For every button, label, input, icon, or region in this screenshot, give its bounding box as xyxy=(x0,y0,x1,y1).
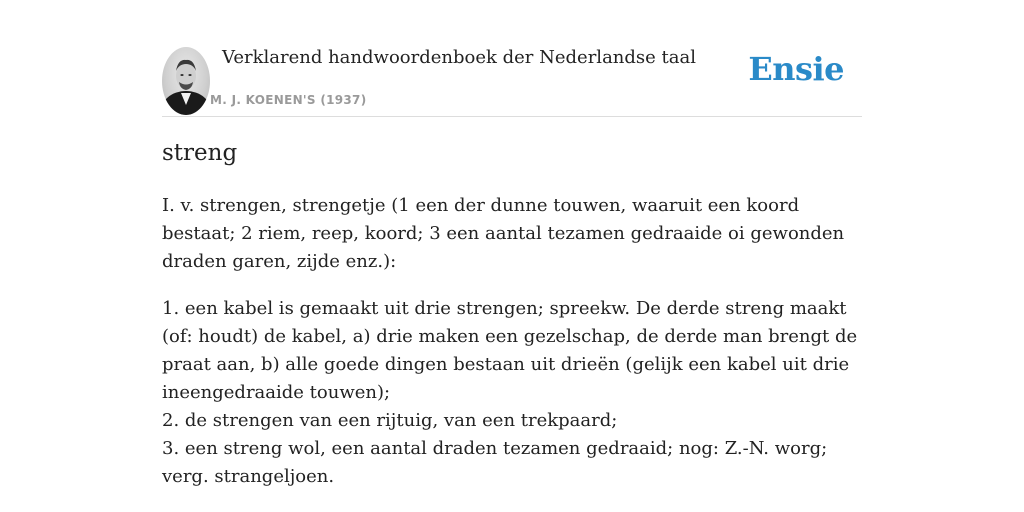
dictionary-header xyxy=(162,40,862,117)
entry-body xyxy=(162,192,862,491)
ensie-logo[interactable]: Ensie xyxy=(748,50,844,88)
author-portrait-icon xyxy=(162,47,210,115)
dictionary-author: M. J. KOENEN'S (1937) xyxy=(210,93,367,107)
sense-item: 3. een streng wol, een aantal draden tezamen gedraaid; nog: Z.-N. worg; verg. strangeljoen. xyxy=(162,438,828,487)
dictionary-title: Verklarend handwoordenboek der Nederlandse taal xyxy=(222,47,696,68)
entry-headword: streng xyxy=(162,140,238,166)
entry-intro: I. v. strengen, strengetje (1 een der dunne touwen, waaruit een koord bestaat; 2 riem, reep, koord; 3 een aantal tezamen gedraaide oi gewonden draden garen, zijde enz.): xyxy=(162,195,845,272)
sense-list xyxy=(162,295,862,491)
sense-item: 2. de strengen van een rijtuig, van een trekpaard; xyxy=(162,410,618,431)
sense-item: 1. een kabel is gemaakt uit drie strengen; spreekw. De derde streng maakt (of: houdt) de kabel, a) drie maken een gezelschap, de derde man brengt de praat aan, b) alle goede dingen bestaan uit drieën (gelijk een kabel uit drie ineengedraaide touwen); xyxy=(162,298,858,403)
